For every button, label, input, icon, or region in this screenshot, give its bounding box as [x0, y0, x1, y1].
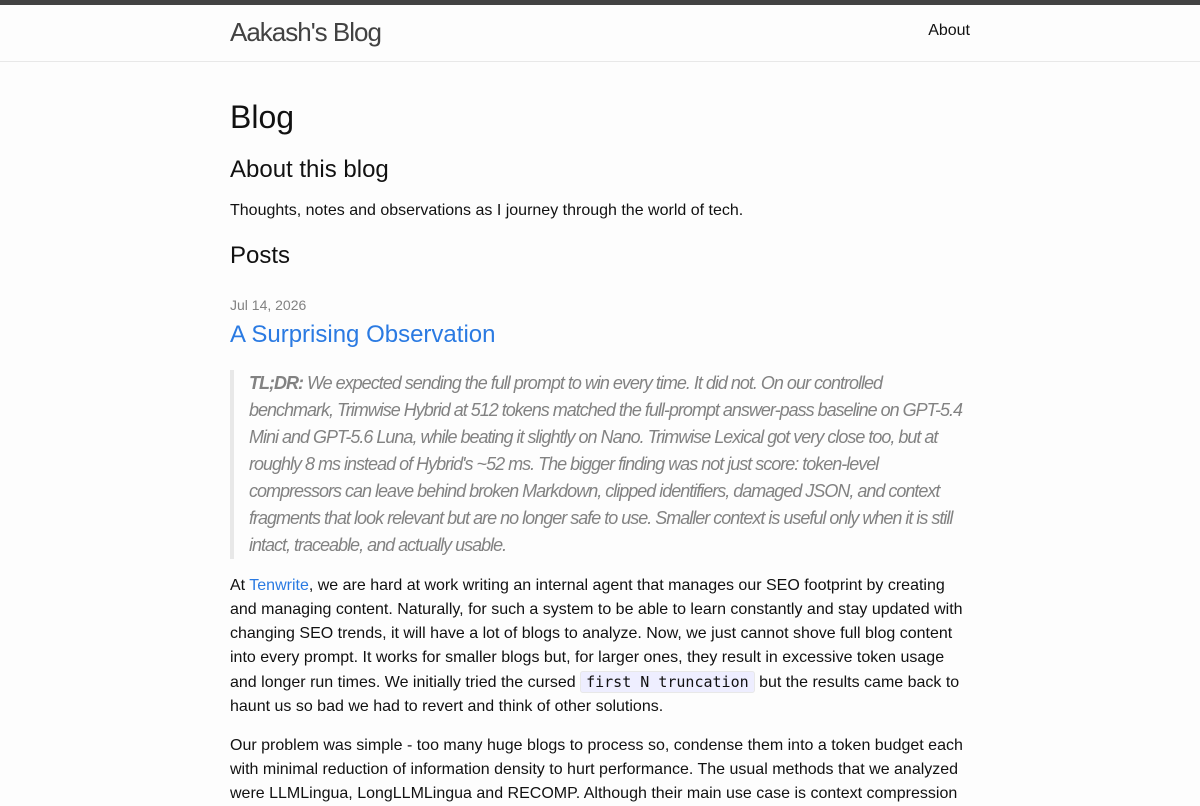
about-text: Thoughts, notes and observations as I journey through the world of tech.	[230, 202, 744, 219]
post-paragraph-1	[230, 574, 970, 719]
main-content	[0, 62, 1200, 806]
about-heading: About this blog	[230, 156, 389, 183]
p1-suffix: but the results came back to haunt us so bad we had to revert and think of other solutions.	[230, 674, 960, 715]
post-title-link[interactable]: A Surprising Observation	[230, 321, 496, 348]
tenwrite-link[interactable]: Tenwrite	[249, 577, 309, 594]
tldr-blockquote	[230, 370, 970, 559]
post-entry	[230, 296, 970, 806]
p1-prefix: At	[230, 577, 250, 594]
content-wrapper	[230, 98, 970, 806]
post-date: Jul 14, 2026	[230, 297, 307, 313]
tldr-label: TL;DR:	[249, 373, 303, 393]
nav-link-about[interactable]: About	[928, 22, 970, 39]
post-paragraph-2: Our problem was simple - too many huge blogs to process so, condense them into a token budget each with minimal reduction of information density to hurt performance. The usual methods that we analyzed were LLMLingua, LongLLMLingua and RECOMP. Although their main use case is context compression	[230, 737, 963, 802]
posts-heading: Posts	[230, 242, 291, 269]
site-nav	[928, 21, 970, 41]
site-title-link[interactable]: Aakash's Blog	[230, 17, 381, 47]
page-title: Blog	[230, 99, 295, 135]
inline-code-truncation: first N truncation	[580, 671, 755, 693]
tldr-text: We expected sending the full prompt to win every time. It did not. On our controlled benchmark, Trimwise Hybrid at 512 tokens matched the full-prompt answer-pass baseline on GPT-5.4 Mini and GPT-5.6 Luna, while beating it slightly on Nano. Trimwise Lexical got very close too, but at roughly 8 ms instead of Hybrid's ~52 ms. The bigger finding was not just score: token-level compressors can leave behind broken Markdown, clipped identifiers, damaged JSON, and context fragments that look relevant but are no longer safe to use. Smaller context is useful only when it is still intact, traceable, and actually usable.	[249, 373, 963, 555]
p1-middle: , we are hard at work writing an internal agent that manages our SEO footprint by creating and managing content. Naturally, for such a system to be able to learn constantly and stay updated with changing SEO trends, it will have a lot of blogs to analyze. Now, we just cannot shove full blog content into every prompt. It works for smaller blogs but, for larger ones, they result in excessive token usage and longer run times. We initially tried the cursed	[230, 577, 963, 691]
site-header	[0, 5, 1200, 62]
